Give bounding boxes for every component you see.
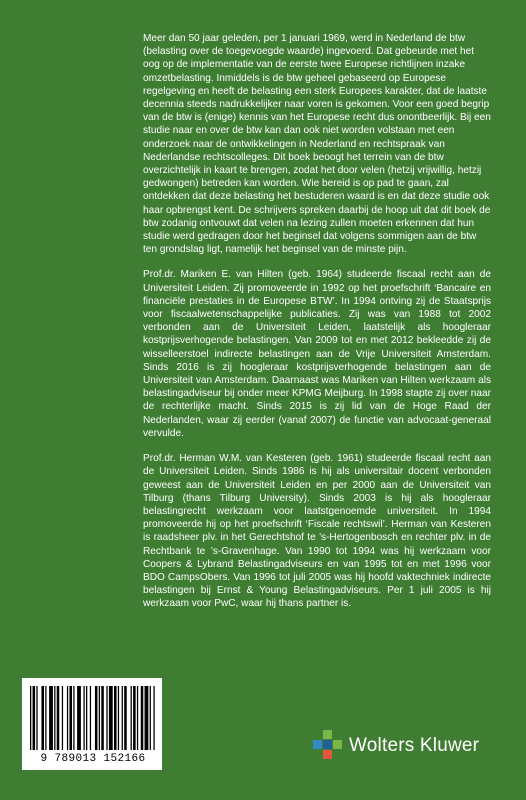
- author-bio-van-hilten: Prof.dr. Mariken E. van Hilten (geb. 1964) studeerde fiscaal recht aan de Universiteit Leiden. Zij promoveerde in 1992 op het proefschrift ‘Bancaire en financiële prestaties in de Europese BTW’. In 1994 ontving zij de Staatsprijs voor fiscaalwetenschappelijke publicaties. Zij was van 1988 tot 2002 verbonden aan de Universiteit Leiden, laatstelijk als hoogleraar kostprijsverhogende belastingen. Van 2009 tot en met 2012 bekleedde zij de wisselleerstoel indirecte belastingen aan de Vrije Universiteit Amsterdam. Sinds 2016 is zij hoogleraar kostprijsverhogende belastingen aan de Universiteit van Amsterdam. Daarnaast was Mariken van Hilten werkzaam als belastingadviseur bij onder meer KPMG Meijburg. In 1998 stapte zij over naar de rechterlijke macht. Sinds 2015 is zij lid van de Hoge Raad der Nederlanden, waar zij eerder (vanaf 2007) de functie van advocaat-generaal vervulde.: [143, 269, 491, 439]
- blurb-text-block: [143, 32, 491, 623]
- publisher-name: Wolters Kluwer: [349, 735, 480, 756]
- isbn-barcode: [22, 678, 162, 770]
- barcode-digits: 9 789013 152166: [40, 753, 146, 765]
- publisher-logo: [313, 730, 503, 762]
- barcode-bars: [30, 686, 156, 750]
- wolters-kluwer-logo-icon: [313, 730, 343, 760]
- author-bio-van-kesteren: Prof.dr. Herman W.M. van Kesteren (geb. 1961) studeerde fiscaal recht aan de Universiteit Leiden. Sinds 1986 is hij als universitair docent verbonden geweest aan de Universiteit Leiden en per 2000 aan de Universiteit van Tilburg (thans Tilburg University). Sinds 2003 is hij als hoogleraar belastingrecht werkzaam voor laatstgenoemde universiteit. In 1994 promoveerde hij op het proefschrift ‘Fiscale rechtswil’. Herman van Kesteren is raadsheer plv. in het Gerechtshof te ’s-Hertogenbosch en rechter plv. in de Rechtbank te ’s-Gravenhage. Van 1990 tot 1994 was hij werkzaam voor Coopers & Lybrand Belastingadviseurs en van 1995 tot en met 1996 voor BDO CampsObers. Van 1996 tot juli 2005 was hij hoofd vaktechniek indirecte belastingen bij Ernst & Young Belastingadviseurs. Per 1 juli 2005 is hij werkzaam voor PwC, waar hij thans partner is.: [143, 453, 491, 610]
- book-description-paragraph: Meer dan 50 jaar geleden, per 1 januari 1969, werd in Nederland de btw (belasting over de toegevoegde waarde) ingevoerd. Dat gebeurde met het oog op de implementatie van de eerste twee Europese richtlijnen inzake omzetbelasting. Inmiddels is de btw geheel gebaseerd op Europese regelgeving en heeft de belasting een sterk Europees karakter, dat de laatste decennia steeds nadrukkelijker naar voren is gekomen. Voor een goed begrip van de btw is (enige) kennis van het Europese recht dus onontbeerlijk. Bij een studie naar en over de btw kan dan ook niet worden volstaan met een onderzoek naar de ontwikkelingen in Nederland en rechtspraak van Nederlandse rechtscolleges. Dit boek beoogt het terrein van de btw overzichtelijk in kaart te brengen, zodat het door velen (hetzij vrijwillig, hetzij gedwongen) betreden kan worden. Wie bereid is op pad te gaan, zal ontdekken dat deze belasting het bestuderen waard is en dat deze studie ook haar opbrengst kent. De schrijvers spreken daarbij de hoop uit dat dit boek de btw zodanig ontvouwt dat velen na lezing zullen moeten erkennen dat hun studie werd gedragen door het beginsel dat volgens sommigen aan de btw ten grondslag ligt, namelijk het beginsel van de minste pijn.: [143, 33, 491, 256]
